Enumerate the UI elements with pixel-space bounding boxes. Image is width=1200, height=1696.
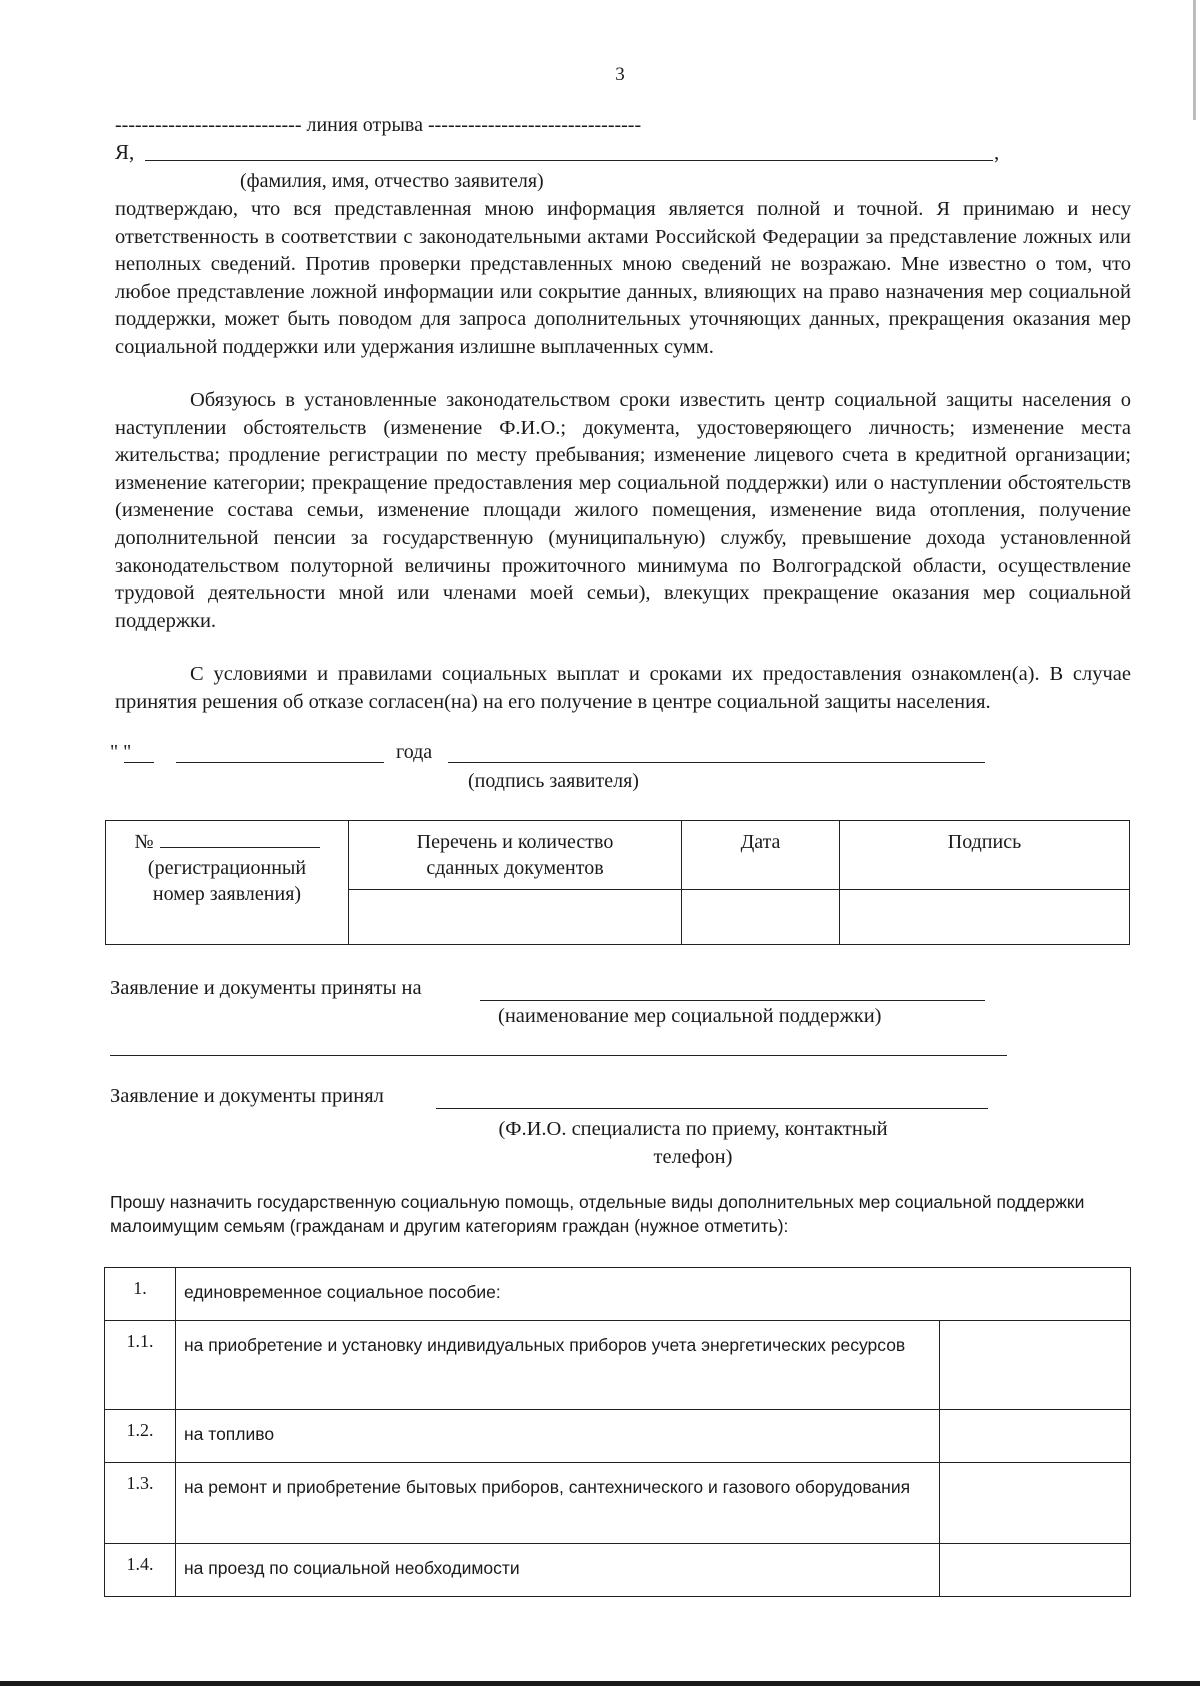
year-label: года <box>396 741 433 763</box>
documents-header-line-1: Перечень и количество <box>416 831 614 853</box>
registration-caption-line-1: (регистрационный <box>147 857 307 879</box>
benefit-text: на приобретение и установку индивидуальных приборов учета энергетических ресурсов <box>176 1321 940 1410</box>
applicant-name-caption: (фамилия, имя, отчество заявителя) <box>240 170 544 192</box>
accepted-measures-line <box>480 1000 985 1001</box>
registration-number-cell <box>106 821 349 945</box>
benefit-number: 1.4. <box>105 1544 176 1597</box>
registration-number-line <box>160 829 320 848</box>
benefit-text: на топливо <box>176 1410 940 1463</box>
applicant-signature-caption: (подпись заявителя) <box>468 770 639 792</box>
registration-caption-line-2: номер заявления) <box>152 883 302 905</box>
applicant-signature-line <box>448 762 985 763</box>
documents-header-line-2: сданных документов <box>426 857 604 879</box>
specialist-caption-line-1: (Ф.И.О. специалиста по приему, контактный <box>498 1118 888 1140</box>
benefit-text: единовременное социальное пособие: <box>176 1268 1131 1321</box>
benefit-number: 1.2. <box>105 1410 176 1463</box>
ya-comma: , <box>994 140 1000 164</box>
accepted-label: Заявление и документы приняты на <box>110 977 422 999</box>
benefit-number: 1.1. <box>105 1321 176 1410</box>
request-text: Прошу назначить государственную социальную помощь, отдельные виды дополнительных мер социальной поддержки малоимущим семьям (гражданам и другим категориям граждан (нужное отметить): <box>110 1192 1085 1236</box>
benefit-checkbox-cell[interactable] <box>940 1463 1131 1544</box>
signature-value-cell[interactable] <box>840 890 1130 945</box>
benefit-checkbox-cell[interactable] <box>940 1544 1131 1597</box>
benefits-table <box>104 1267 1131 1597</box>
benefit-checkbox-cell[interactable] <box>940 1410 1131 1463</box>
number-sign: № <box>134 831 154 853</box>
specialist-caption-line-2: телефон) <box>653 1146 733 1168</box>
date-value-cell[interactable] <box>682 890 840 945</box>
benefit-number: 1. <box>105 1268 176 1321</box>
declaration-paragraph-2: Обязуюсь в установленные законодательством сроки известить центр социальной защиты населения о наступлении обстоятельств (изменение Ф.И.О.; документа, удостоверяющего личность; изменение места жительства; продление регистрации по месту пребывания; изменение лицевого счета в кредитной организации; изменение категории; прекращение предоставления мер социальной поддержки) или о наступлении обстоятельств (изменение состава семьи, изменение площади жилого помещения, изменение вида отопления, получение дополнительной пенсии за государственную (муниципальную) службу, превышение дохода установленной законодательством полуторной величины прожиточного минимума по Волгоградской области, осуществление трудовой деятельности мной или членами моей семьи), влекущих прекращение оказания мер социальной поддержки. <box>115 389 1131 632</box>
benefit-text: на ремонт и приобретение бытовых приборов, сантехнического и газового оборудования <box>176 1463 940 1544</box>
benefit-text: на проезд по социальной необходимости <box>176 1544 940 1597</box>
accepted-continuation-line <box>110 1055 1007 1056</box>
date-month-line <box>176 762 384 763</box>
declaration-paragraph-3: С условиями и правилами социальных выплат и сроками их предоставления ознакомлен(а). В случае принятия решения об отказе согласен(на) на его получение в центре социальной защиты населения. <box>115 663 1131 713</box>
received-label: Заявление и документы принял <box>110 1085 384 1107</box>
documents-value-cell[interactable] <box>349 890 682 945</box>
accepted-caption: (наименование мер социальной поддержки) <box>498 1005 882 1027</box>
signature-header-cell: Подпись <box>840 821 1130 890</box>
benefit-number: 1.3. <box>105 1463 176 1544</box>
documents-header-cell <box>349 821 682 890</box>
specialist-caption <box>463 1115 923 1171</box>
ya-label: Я, <box>115 140 135 164</box>
declaration-paragraph-1: подтверждаю, что вся представленная мною информация является полной и точной. Я принимаю и несу ответственность в соответствии с законодательными актами Российской Федерации за представление ложных или неполных сведений. Против проверки представленных мною сведений не возражаю. Мне известно о том, что любое представление ложной информации или сокрытие данных, влияющих на право назначения мер социальной поддержки, может быть поводом для запроса дополнительных уточняющих данных, прекращения оказания мер социальной поддержки или удержания излишне выплаченных сумм. <box>115 198 1131 358</box>
page-number: 3 <box>615 64 625 85</box>
applicant-name-line <box>145 160 993 161</box>
scan-right-edge <box>1193 0 1196 120</box>
date-header-cell: Дата <box>682 821 840 890</box>
specialist-line <box>436 1108 988 1109</box>
tear-off-line: ---------------------------- линия отрыва -------------------------------- <box>115 114 642 136</box>
registration-table <box>105 820 1130 945</box>
date-quotes: " " <box>110 741 132 763</box>
benefit-checkbox-cell[interactable] <box>940 1321 1131 1410</box>
scan-bottom-edge <box>0 1681 1200 1686</box>
date-day-line <box>124 762 154 763</box>
